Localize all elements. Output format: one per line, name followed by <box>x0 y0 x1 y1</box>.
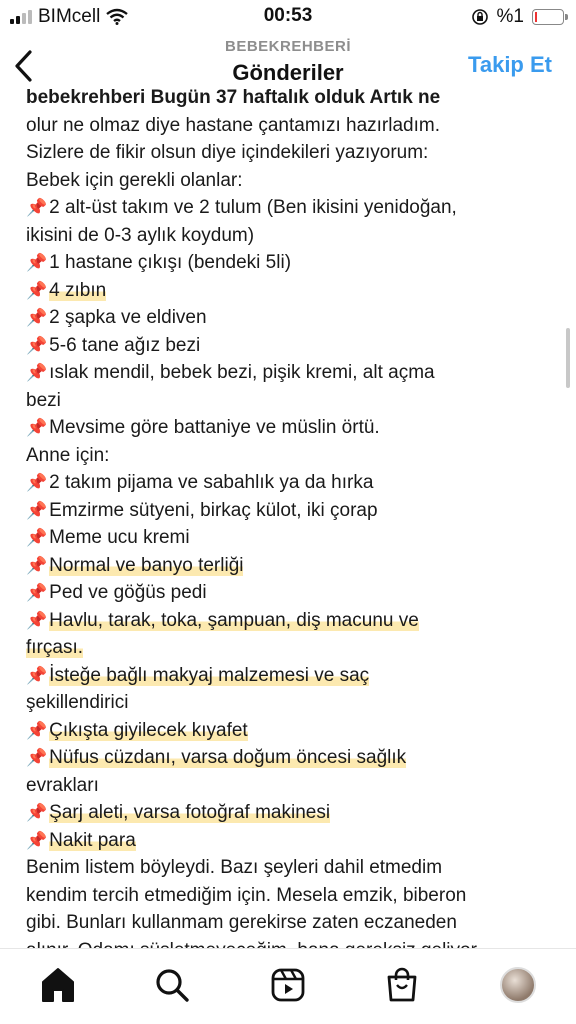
reels-tab[interactable] <box>266 963 310 1007</box>
pushpin-icon: 📌 <box>26 198 48 217</box>
home-tab[interactable] <box>36 963 80 1007</box>
list-item: 📌 İsteğe bağlı makyaj malzemesi ve saç <box>26 664 370 686</box>
profile-tab[interactable] <box>496 963 540 1007</box>
carrier-name: BIMcell <box>38 6 101 27</box>
list-item: 📌 ıslak mendil, bebek bezi, pişik kremi, alt açma <box>26 362 435 383</box>
caption-line: kendim tercih etmediğim için. Mesela emzik, biberon <box>26 884 467 906</box>
list-item: 📌 5-6 tane ağız bezi <box>26 334 201 356</box>
list-item: 📌 Normal ve banyo terliği <box>26 554 244 576</box>
avatar <box>500 967 536 1003</box>
shop-tab[interactable] <box>380 963 424 1007</box>
caption-line: fırçası. <box>26 637 84 658</box>
list-item: 📌 Nakit para <box>26 829 136 851</box>
caption-line: Sizlere de fikir olsun diye içindekileri yazıyorum: <box>26 142 429 163</box>
caption-line: olur ne olmaz diye hastane çantamızı hazırladım. <box>26 114 440 136</box>
scrollbar[interactable] <box>566 328 570 388</box>
status-right <box>471 6 564 28</box>
caption-line: evrakları <box>26 774 99 796</box>
pushpin-icon: 📌 <box>26 418 48 437</box>
battery-percent: %1 <box>496 6 524 27</box>
list-item: 📌 4 zıbın <box>26 279 107 301</box>
list-item: 📌 Şarj aleti, varsa fotoğraf makinesi <box>26 802 331 823</box>
pushpin-icon: 📌 <box>26 665 48 685</box>
list-item: 📌 Çıkışta giyilecek kıyafet <box>26 719 248 741</box>
follow-button[interactable]: Takip Et <box>468 52 552 77</box>
pushpin-icon: 📌 <box>26 528 48 547</box>
search-icon <box>154 967 190 1003</box>
caption-line: bezi <box>26 389 61 411</box>
bottom-tab-bar <box>0 948 576 1024</box>
list-item: 📌 Ped ve göğüs pedi <box>26 582 207 603</box>
account-name[interactable]: BEBEKREHBERİ <box>224 38 351 55</box>
search-tab[interactable] <box>150 963 194 1007</box>
pushpin-icon: 📌 <box>26 583 48 602</box>
home-icon <box>39 966 77 1004</box>
pushpin-icon: 📌 <box>26 555 48 575</box>
orientation-lock-icon <box>471 8 489 26</box>
status-bar <box>0 0 576 34</box>
caption-line: Bebek için gerekli olanlar: <box>26 169 243 191</box>
pushpin-icon: 📌 <box>26 500 48 520</box>
battery-icon <box>532 9 564 25</box>
pushpin-icon: 📌 <box>26 280 48 300</box>
list-item: 📌 Emzirme sütyeni, birkaç külot, iki çorap <box>26 499 378 521</box>
list-item: 📌 2 şapka ve eldiven <box>26 307 207 328</box>
caption-line: bebekrehberi Bugün 37 haftalık olduk Artık ne <box>26 87 441 108</box>
pushpin-icon: 📌 <box>26 830 48 850</box>
pushpin-icon: 📌 <box>26 363 48 382</box>
caption-line: gibi. Bunları kullanmam gerekirse zaten eczaneden <box>26 912 457 933</box>
list-item: 📌 2 alt-üst takım ve 2 tulum (Ben ikisini yenidoğan, <box>26 197 457 218</box>
list-item: 📌 1 hastane çıkışı (bendeki 5li) <box>26 252 292 273</box>
post-caption <box>0 87 576 948</box>
pushpin-icon: 📌 <box>26 803 48 822</box>
reels-icon <box>270 967 306 1003</box>
list-item: 📌 Havlu, tarak, toka, şampuan, diş macunu ve <box>26 609 419 631</box>
status-time: 00:53 <box>263 5 313 26</box>
pushpin-icon: 📌 <box>26 610 48 630</box>
caption-text <box>26 84 556 992</box>
pushpin-icon: 📌 <box>26 308 48 327</box>
list-item: 📌 Meme ucu kremi <box>26 527 190 548</box>
list-item: 📌 Nüfus cüzdanı, varsa doğum öncesi sağlık <box>26 747 407 768</box>
shopping-bag-icon <box>385 967 419 1003</box>
list-item: 📌 2 takım pijama ve sabahlık ya da hırka <box>26 472 374 493</box>
pushpin-icon: 📌 <box>26 720 48 740</box>
pushpin-icon: 📌 <box>26 253 48 272</box>
caption-line: Anne için: <box>26 444 110 466</box>
list-item: 📌 Mevsime göre battaniye ve müslin örtü. <box>26 417 380 438</box>
caption-line: şekillendirici <box>26 692 129 713</box>
pushpin-icon: 📌 <box>26 335 48 355</box>
caption-line: ikisini de 0-3 aylık koydum) <box>26 224 255 246</box>
caption-line: Benim listem böyleydi. Bazı şeyleri dahil etmedim <box>26 857 443 878</box>
pushpin-icon: 📌 <box>26 473 48 492</box>
page-title: Gönderiler <box>232 60 344 85</box>
pushpin-icon: 📌 <box>26 748 48 767</box>
